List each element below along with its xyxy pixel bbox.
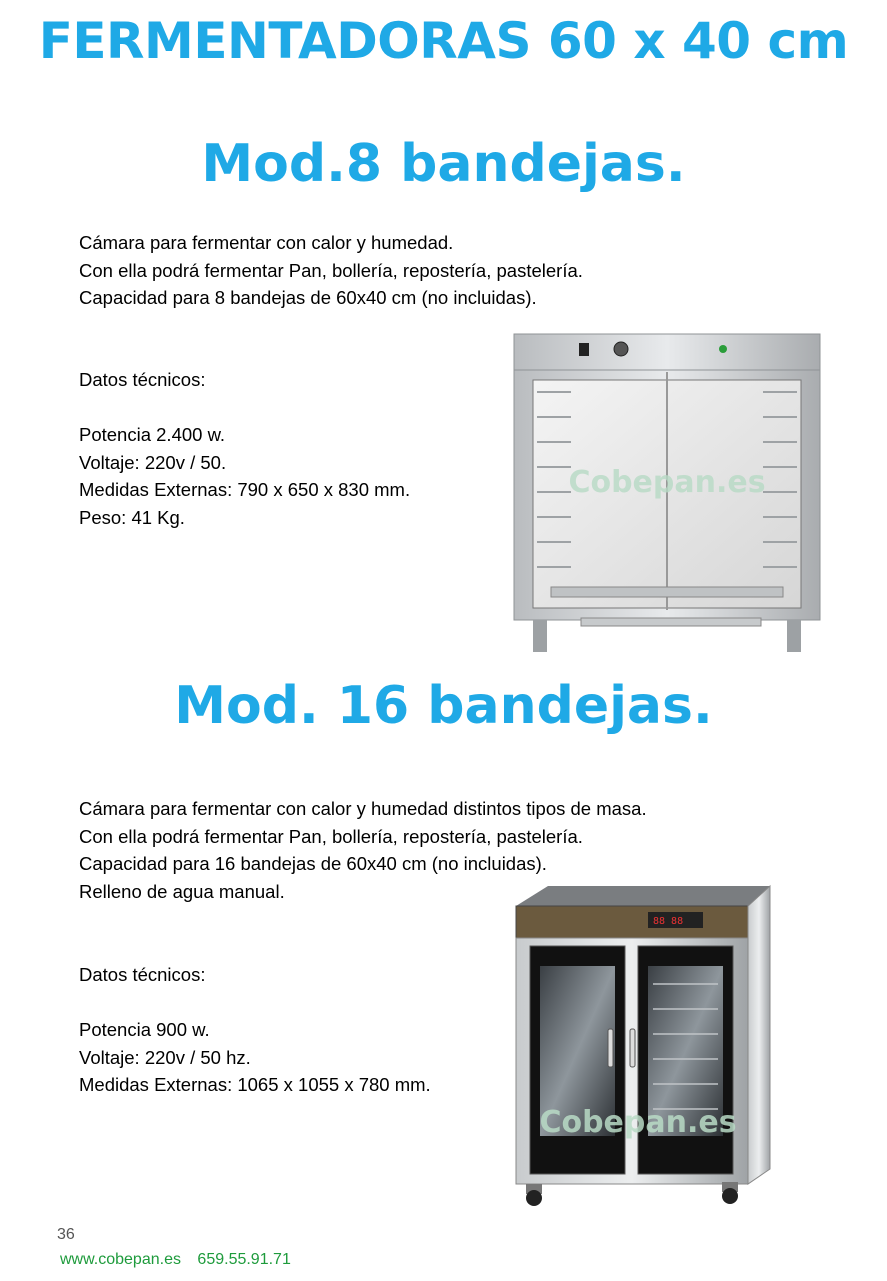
model-16-watermark: Cobepan.es <box>539 1105 737 1140</box>
model-16-description-line: Capacidad para 16 bandejas de 60x40 cm (no incluidas). <box>79 853 547 874</box>
model-8-description <box>79 229 583 312</box>
model-16-description-line: Cámara para fermentar con calor y humedad distintos tipos de masa. <box>79 798 647 819</box>
footer-contact <box>60 1251 303 1269</box>
svg-text:88 88: 88 88 <box>653 916 684 927</box>
model-16-spec-line: Medidas Externas: 1065 x 1055 x 780 mm. <box>79 1074 431 1095</box>
footer-phone: 659.55.91.71 <box>197 1251 291 1268</box>
model-8-description-line: Con ella podrá fermentar Pan, bollería, repostería, pastelería. <box>79 259 583 281</box>
model-8-spec-line: Potencia 2.400 w. <box>79 424 226 445</box>
model-8-spec-line: Medidas Externas: 790 x 650 x 830 mm. <box>79 479 411 500</box>
page-number: 36 <box>57 1226 75 1243</box>
model-8-specs <box>79 366 410 531</box>
model-8-specs-heading: Datos técnicos: <box>79 369 206 390</box>
model-8-description-line: Cámara para fermentar con calor y humedad. <box>79 232 454 253</box>
model-8-spec-line: Peso: 41 Kg. <box>79 506 185 528</box>
page-title: FERMENTADORAS 60 x 40 cm <box>38 12 849 70</box>
model-8-title: Mod.8 bandejas. <box>201 134 686 194</box>
footer-website-link[interactable]: www.cobepan.es <box>60 1251 181 1268</box>
model-16-specs <box>79 961 431 1099</box>
model-16-description-line: Relleno de agua manual. <box>79 880 285 902</box>
model-8-spec-line: Voltaje: 220v / 50. <box>79 451 227 473</box>
model-16-cabinet-photo <box>508 884 773 1209</box>
model-8-description-line: Capacidad para 8 bandejas de 60x40 cm (no incluidas). <box>79 287 537 308</box>
model-16-specs-heading: Datos técnicos: <box>79 964 206 985</box>
model-16-spec-line: Voltaje: 220v / 50 hz. <box>79 1046 251 1068</box>
model-8-cabinet-photo <box>511 332 823 656</box>
model-16-description-line: Con ella podrá fermentar Pan, bollería, repostería, pastelería. <box>79 825 583 847</box>
model-8-watermark: Cobepan.es <box>568 465 766 500</box>
model-16-title: Mod. 16 bandejas. <box>174 676 713 736</box>
model-16-spec-line: Potencia 900 w. <box>79 1019 210 1040</box>
